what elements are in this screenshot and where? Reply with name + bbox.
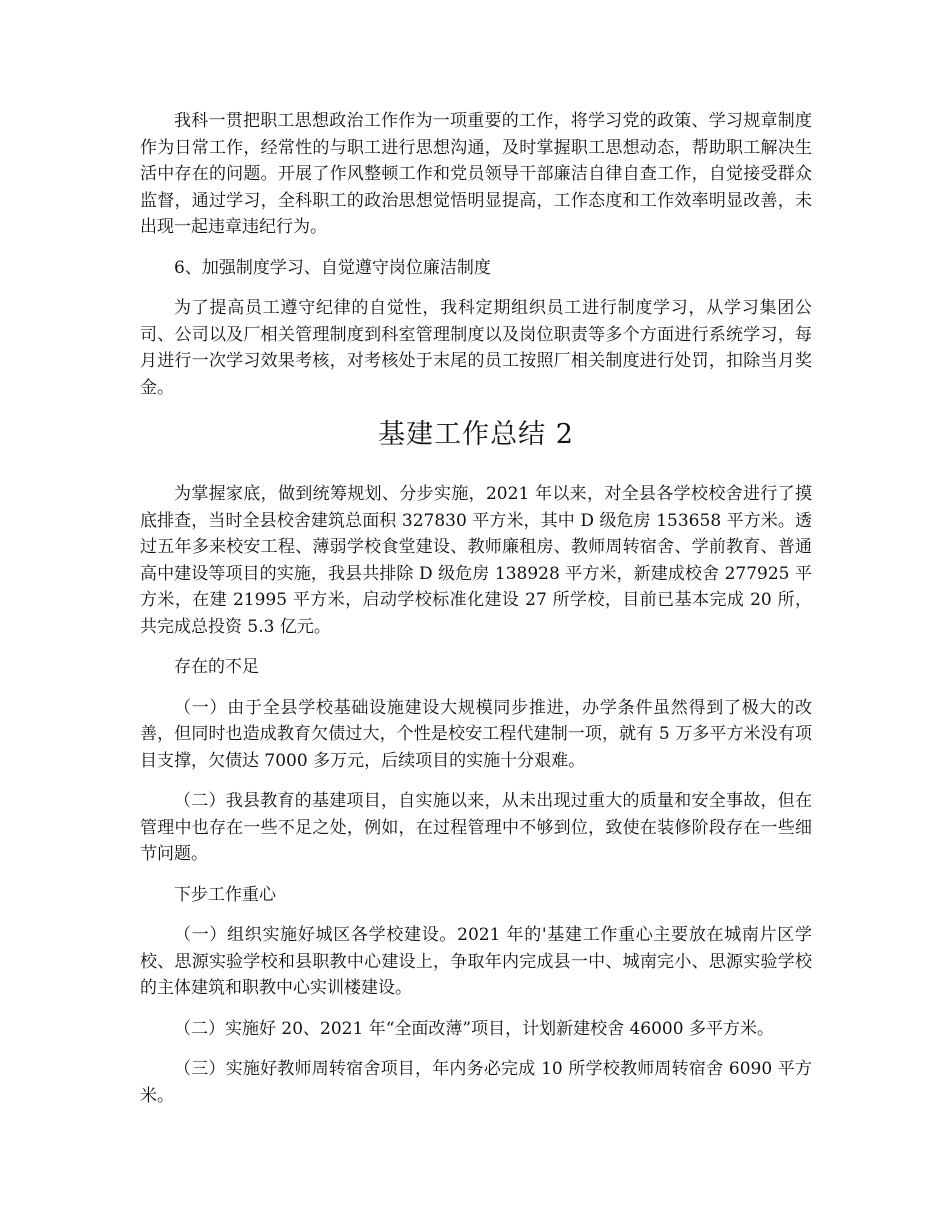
paragraph-shortcoming-1: （一）由于全县学校基础设施建设大规模同步推进，办学条件虽然得到了极大的改善，但同时也造成教育欠债过大，个性是校安工程代建制一项，就有 5 万多平方米没有项目支撑，欠债达 7000 多万元，后续项目的实施十分艰难。 bbox=[140, 697, 812, 771]
section-title: 基建工作总结 2 bbox=[378, 419, 574, 450]
paragraph-next-1: （一）组织实施好城区各学校建设。2021 年的'基建工作重心主要放在城南片区学校、思源实验学校和县职教中心建设上，争取年内完成县一中、城南完小、思源实验学校的主体建筑和职教中心实训楼建设。 bbox=[140, 925, 812, 998]
paragraph-political-work: 我科一贯把职工思想政治工作作为一项重要的工作，将学习党的政策、学习规章制度作为日常工作，经常性的与职工进行思想沟通，及时掌握职工思想动态，帮助职工解决生活中存在的问题。开展了作风整顿工作和党员领导干部廉洁自律自查工作，自觉接受群众监督，通过学习，全科职工的政治思想觉悟明显提高，工作态度和工作效率明显改善，未出现一起违章违纪行为。 bbox=[140, 111, 812, 237]
paragraph-next-3: （三）实施好教师周转宿舍项目，年内务必完成 10 所学校教师周转宿舍 6090 平方米。 bbox=[140, 1059, 812, 1106]
subheading-6: 6、加强制度学习、自觉遵守岗位廉洁制度 bbox=[174, 257, 491, 278]
section-construction-summary bbox=[140, 481, 812, 1109]
subheading-next-steps: 下步工作重心 bbox=[174, 884, 276, 905]
paragraph-shortcoming-2: （二）我县教育的基建项目，自实施以来，从未出现过重大的质量和安全事故，但在管理中也存在一些不足之处，例如，在过程管理中不够到位，致使在装修阶段存在一些细节问题。 bbox=[140, 791, 812, 864]
paragraph-rule-study: 为了提高员工遵守纪律的自觉性，我科定期组织员工进行制度学习，从学习集团公司、公司以及厂相关管理制度到科室管理制度以及岗位职责等多个方面进行系统学习，每月进行一次学习效果考核，对考核处于末尾的员工按照厂相关制度进行处罚，扣除当月奖金。 bbox=[140, 298, 812, 398]
paragraph-intro: 为掌握家底，做到统筹规划、分步实施，2021 年以来，对全县各学校校舍进行了摸底排查，当时全县校舍建筑总面积 327830 平方米，其中 D 级危房 153658 平方米。透过五年多来校安工程、薄弱学校食堂建设、教师廉租房、教师周转宿舍、学前教育、普通高中建设等项目的实施，我县共排除 D 级危房 138928 平方米，新建成校舍 277925 平方米，在建 21995 平方米，启动学校标准化建设 27 所学校，目前已基本完成 20 所，共完成总投资 5.3 亿元。 bbox=[140, 484, 812, 637]
paragraph-next-2: （二）实施好 20、2021 年“全面改薄”项目，计划新建校舍 46000 多平方米。 bbox=[174, 1018, 774, 1039]
subheading-shortcomings: 存在的不足 bbox=[174, 657, 259, 677]
section-discipline bbox=[140, 108, 812, 401]
document-body bbox=[140, 108, 812, 1123]
